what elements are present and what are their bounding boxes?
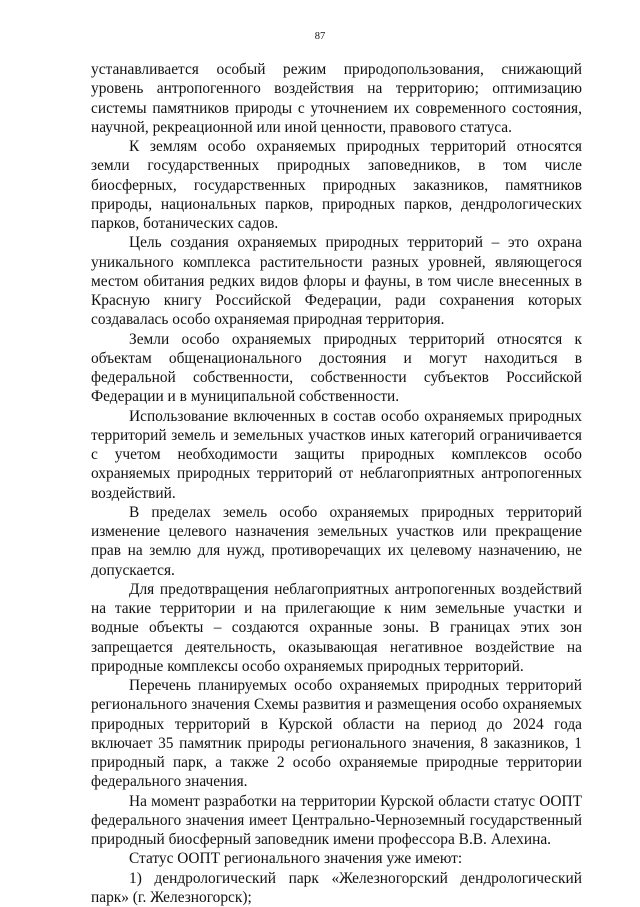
paragraph-4: Земли особо охраняемых природных территорий относятся к объектам общенационального достояния и могут находиться в федеральной собственности, собственности субъектов Российской Федерации и в муниципальной собственности. bbox=[91, 330, 582, 407]
paragraph-3: Цель создания охраняемых природных территорий – это охрана уникального комплекса растительности разных уровней, являющегося местом обитания редких видов флоры и фауны, в том числе внесенных в Красную книгу Российской Федерации, ради сохранения которых создавалась особо охраняемая природная территория. bbox=[91, 233, 582, 329]
paragraph-8: Перечень планируемых особо охраняемых природных территорий регионального значения Схемы развития и размещения особо охраняемых природных территорий в Курской области на период до 2024 года включает 35 памятник природы регионального значения, 8 заказников, 1 природный парк, а также 2 особо охраняемые природные территории федерального значения. bbox=[91, 676, 582, 792]
page-number: 87 bbox=[0, 31, 640, 42]
paragraph-6: В пределах земель особо охраняемых природных территорий изменение целевого назначения земельных участков или прекращение прав на землю для нужд, противоречащих их целевому назначению, не допускается. bbox=[91, 503, 582, 580]
paragraph-7: Для предотвращения неблагоприятных антропогенных воздействий на такие территории и на прилегающие к ним земельные участки и водные объекты – создаются охранные зоны. В границах этих зон запрещается деятельность, оказывающая негативное воздействие на природные комплексы особо охраняемых природных территорий. bbox=[91, 580, 582, 676]
paragraph-1: устанавливается особый режим природопользования, снижающий уровень антропогенного воздействия на территорию; оптимизацию системы памятников природы с уточнением их современного состояния, научной, рекреационной или иной ценности, правового статуса. bbox=[91, 60, 582, 137]
paragraph-5: Использование включенных в состав особо охраняемых природных территорий земель и земельных участков иных категорий ограничивается с учетом необходимости защиты природных комплексов особо охраняемых природных территорий от неблагоприятных антропогенных воздействий. bbox=[91, 407, 582, 503]
paragraph-2: К землям особо охраняемых природных территорий относятся земли государственных природных заповедников, в том числе биосферных, государственных природных заказников, памятников природы, национальных парков, природных парков, дендрологических парков, ботанических садов. bbox=[91, 137, 582, 233]
paragraph-10: Статус ООПТ регионального значения уже имеют: bbox=[91, 849, 582, 868]
document-body bbox=[91, 60, 582, 907]
paragraph-11: 1) дендрологический парк «Железногорский дендрологический парк» (г. Железногорск); bbox=[91, 869, 582, 907]
paragraph-9: На момент разработки на территории Курской области статус ООПТ федерального значения имеет Центрально-Черноземный государственный природный биосферный заповедник имени профессора В.В. Алехина. bbox=[91, 792, 582, 850]
